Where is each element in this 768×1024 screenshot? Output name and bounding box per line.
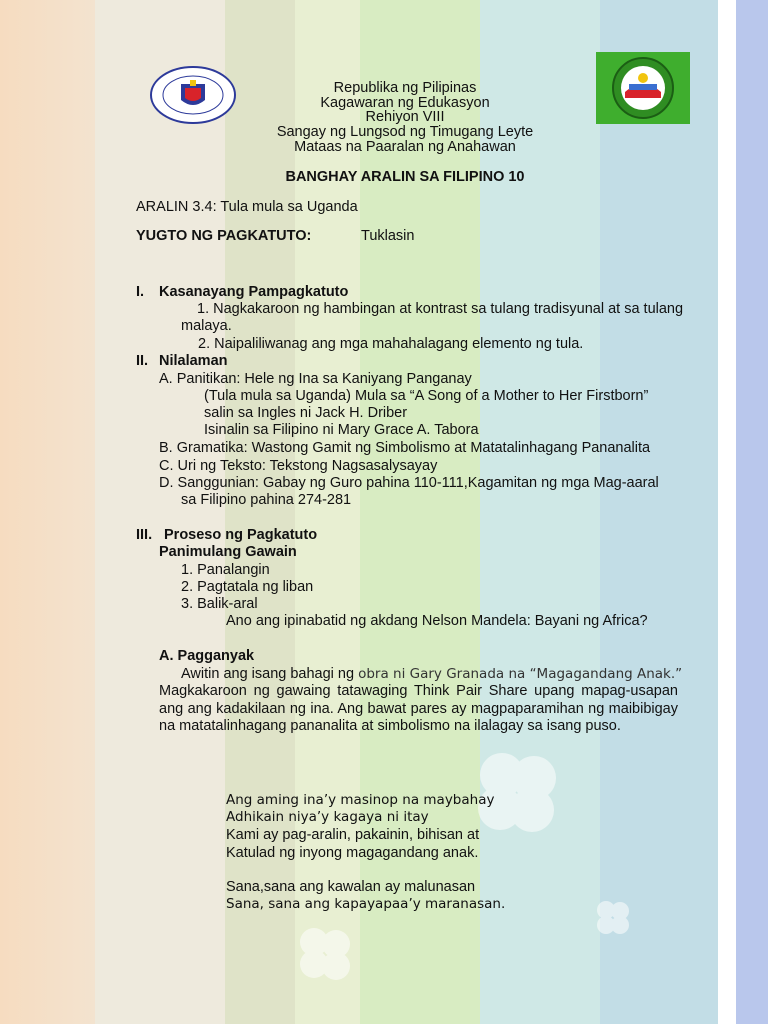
section1-num: I. [136, 284, 145, 300]
section2-title: Nilalaman [159, 353, 228, 369]
pagganyak-paragraph: Magkakaroon ng gawaing tatawaging Think Pair Share upang mapag-usapan ang ang kadakilaan ng ina. Ang bawat pares ay magpaparamihan ng maibibigay na matatalinhagang pananalita at simbolismo na ilalagay sa isang puso. [159, 683, 678, 734]
section2-a-sub2: salin sa Ingles ni Jack H. Driber [204, 405, 408, 421]
section3-item3: 3. Balik-aral [181, 596, 258, 612]
section1-title: Kasanayang Pampagkatuto [159, 284, 349, 300]
section3-item2: 2. Pagtatala ng liban [181, 579, 314, 595]
song-line3: Kami ay pag-aralin, pakainin, bihisan at [226, 827, 480, 843]
school-logo [596, 52, 690, 124]
section3-num: III. [136, 527, 153, 543]
section1-item1-cont: malaya. [181, 318, 232, 334]
pagganyak-line1-b: obra ni Gary Granada na “Magagandang Anak.” [358, 666, 683, 682]
song-line5: Sana,sana ang kawalan ay malunasan [226, 879, 476, 895]
section3-item1: 1. Panalangin [181, 562, 270, 578]
page-title: BANGHAY ARALIN SA FILIPINO 10 [285, 169, 525, 185]
deped-seal-icon [150, 66, 236, 124]
section2-c: C. Uri ng Teksto: Tekstong Nagsasalysayay [159, 458, 438, 474]
song-line1: Ang aming ina’y masinop na maybahay [226, 792, 495, 808]
aralin-line: ARALIN 3.4: Tula mula sa Uganda [136, 199, 358, 215]
pagganyak-title: A. Pagganyak [159, 648, 255, 664]
section3-title: Proseso ng Pagkatuto [164, 527, 318, 543]
header-region: Rehiyon VIII [365, 109, 445, 125]
section2-a: A. Panitikan: Hele ng Ina sa Kaniyang Panganay [159, 371, 472, 387]
song-line4: Katulad ng inyong magagandang anak. [226, 845, 479, 861]
section2-d: D. Sanggunian: Gabay ng Guro pahina 110-111,Kagamitan ng mga Mag-aaral [159, 475, 659, 491]
section2-a-sub1: (Tula mula sa Uganda) Mula sa “A Song of a Mother to Her Firstborn” [204, 388, 649, 404]
header-department: Kagawaran ng Edukasyon [320, 95, 490, 111]
section3-question: Ano ang ipinabatid ng akdang Nelson Mandela: Bayani ng Africa? [226, 613, 648, 629]
header-republic: Republika ng Pilipinas [333, 80, 477, 96]
section1-item2: 2. Naipaliliwanag ang mga mahahalagang elemento ng tula. [198, 336, 584, 352]
section2-num: II. [136, 353, 149, 369]
section3-subtitle: Panimulang Gawain [159, 544, 297, 560]
section2-a-sub3: Isinalin sa Filipino ni Mary Grace A. Tabora [204, 422, 479, 438]
header-school: Mataas na Paaralan ng Anahawan [294, 139, 516, 155]
yugto-label: YUGTO NG PAGKATUTO: [136, 228, 312, 244]
pagganyak-line1-a: Awitin ang isang bahagi ng [181, 666, 359, 682]
header-division: Sangay ng Lungsod ng Timugang Leyte [276, 124, 534, 140]
section2-d-cont: sa Filipino pahina 274-281 [181, 492, 352, 508]
song-line2: Adhikain niya’y kagaya ni itay [226, 809, 429, 825]
school-seal-icon [596, 52, 690, 124]
song-line6: Sana, sana ang kapayapaa’y maranasan. [226, 896, 506, 912]
pagganyak-line1 [181, 666, 682, 683]
section2-b: B. Gramatika: Wastong Gamit ng Simbolismo at Matatalinhagang Pananalita [159, 440, 651, 456]
section1-item1: 1. Nagkakaroon ng hambingan at kontrast sa tulang tradisyunal at sa tulang [197, 301, 684, 317]
yugto-value: Tuklasin [361, 228, 415, 244]
